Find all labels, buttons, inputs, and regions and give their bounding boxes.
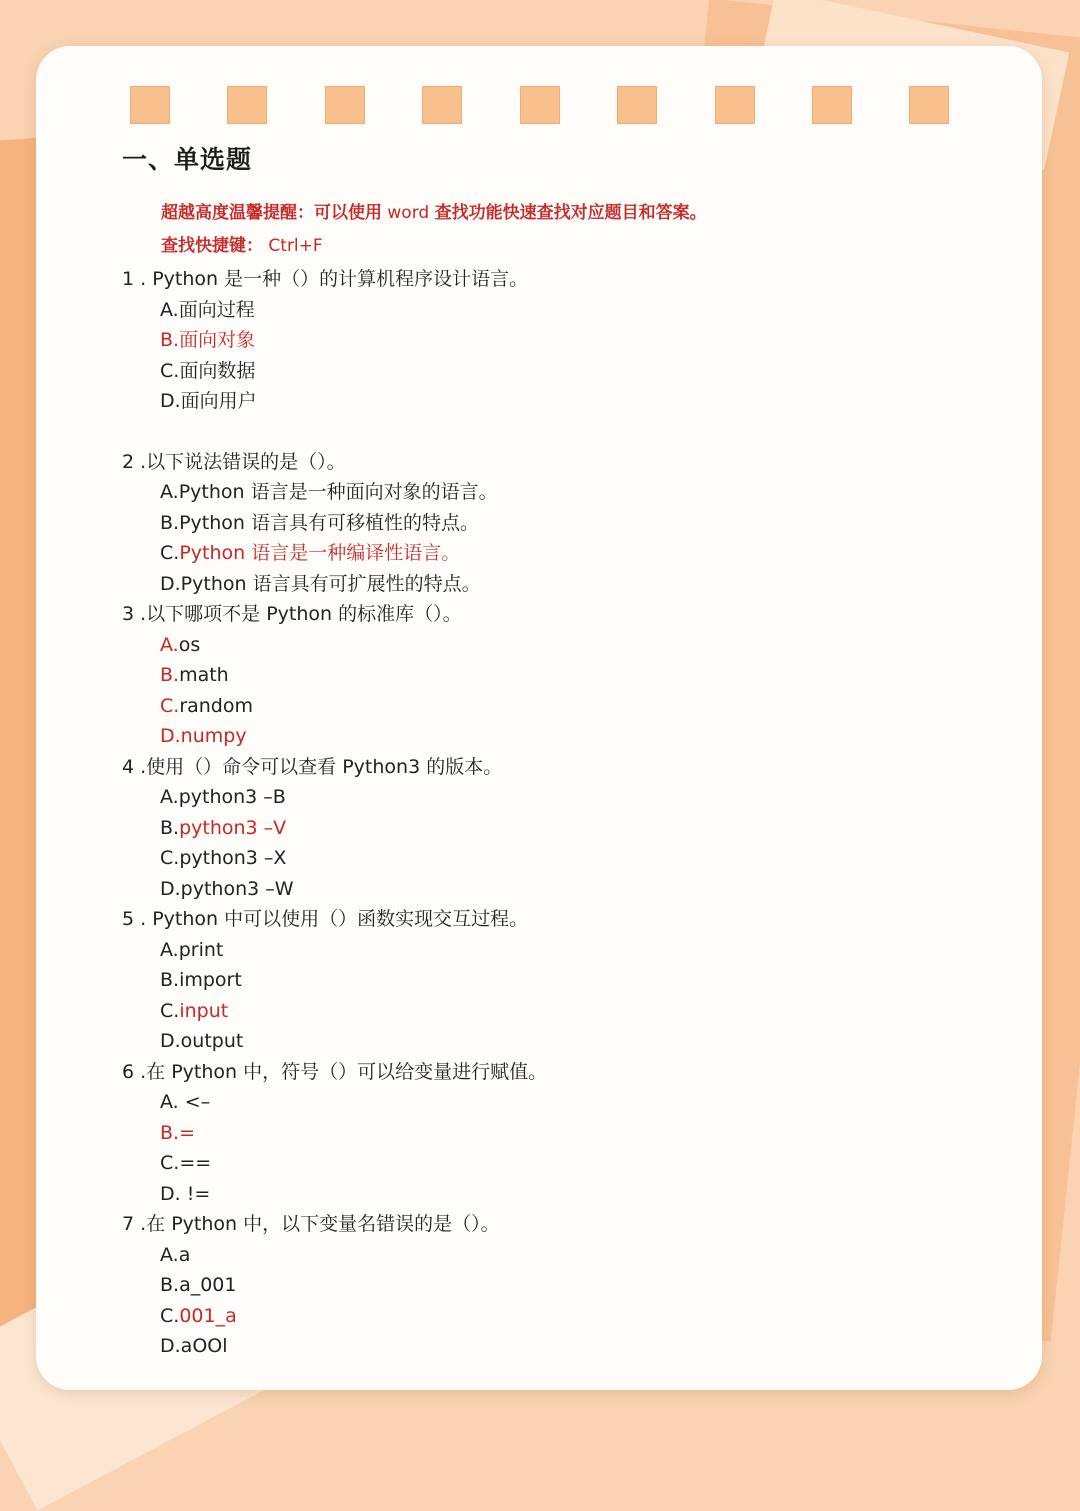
option: C.== [160,1152,212,1174]
option: D. != [160,1182,211,1205]
option-answer: C.random [160,694,254,717]
question [122,1057,1002,1088]
binder-ring [715,86,755,124]
binder-ring [520,86,560,124]
option: A.面向过程 [160,298,255,321]
binder-ring [422,86,462,124]
question-number: 4 [122,755,135,778]
question-text: . Python 中可以使用（）函数实现交互过程。 [140,908,529,930]
question-number: 7 [122,1213,135,1235]
question-text: .以下说法错误的是（）。 [140,450,346,473]
option-answer: C.001_a [160,1304,237,1327]
binder-ring [227,86,267,124]
spacer [122,417,1002,447]
option: D.python3 –W [160,877,294,900]
option: A.python3 –B [160,786,286,808]
search-tip: 超越高度温馨提醒：可以使用 word 查找功能快速查找对应题目和答案。 [161,203,707,223]
option: B.a_001 [160,1274,237,1296]
option: B.Python 语言具有可移植性的特点。 [160,511,479,534]
option: C.python3 –X [160,847,287,869]
option-answer: B.= [160,1121,195,1144]
shortcut-tip: 查找快捷键： Ctrl+F [161,236,323,256]
binder-ring [617,86,657,124]
option-answer: B.面向对象 [160,329,256,351]
option: A.print [160,938,224,961]
question-number: 2 [122,450,135,473]
option: A. <– [160,1091,211,1113]
option: D.Python 语言具有可扩展性的特点。 [160,572,481,595]
question-text: .以下哪项不是 Python 的标准库（）。 [140,603,462,625]
section-title: 一、单选题 [122,145,253,174]
question-text: .使用（）命令可以查看 Python3 的版本。 [140,755,503,778]
option-answer: A.os [160,633,201,656]
option: B.import [160,969,242,991]
question [122,447,1002,478]
option: A.a [160,1243,191,1266]
binder-ring [130,86,170,124]
question-number: 3 [122,603,135,625]
binder-ring [325,86,365,124]
question [122,752,1002,783]
option-answer: D.numpy [160,725,247,747]
question [122,904,1002,935]
option-answer: B.math [160,664,229,686]
option: D.面向用户 [160,390,257,412]
question-text: .在 Python 中，以下变量名错误的是（）。 [140,1213,500,1235]
question [122,264,1002,295]
option-answer: C.Python 语言是一种编译性语言。 [160,542,461,564]
question-number: 5 [122,908,135,930]
option: C.面向数据 [160,359,256,382]
question [122,1209,1002,1240]
binder-ring [909,86,949,124]
binder-ring [812,86,852,124]
question-text: .在 Python 中，符号（）可以给变量进行赋值。 [140,1060,548,1083]
question-number: 1 [122,268,135,290]
question-text: . Python 是一种（）的计算机程序设计语言。 [140,268,529,290]
option: D.output [160,1030,244,1052]
option-answer: B.python3 –V [160,816,287,839]
option-answer: C.input [160,999,229,1022]
question-document [122,140,1002,1362]
option: D.aOOl [160,1335,228,1357]
option: A.Python 语言是一种面向对象的语言。 [160,481,498,503]
question-number: 6 [122,1060,135,1083]
question [122,599,1002,630]
